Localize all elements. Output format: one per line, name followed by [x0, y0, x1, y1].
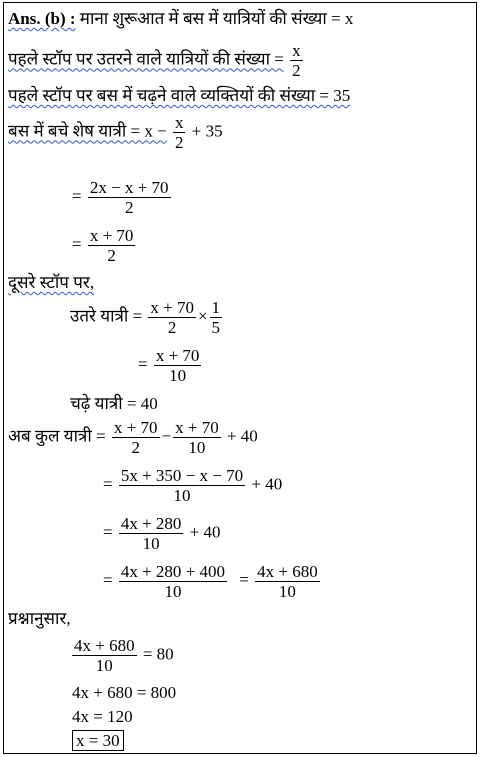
fraction: $\frac{4x + 280}{10}$ [120, 514, 182, 553]
fraction: $\frac{x + 70}{10}$ [175, 418, 219, 457]
fraction: $\frac{x + 70}{2}$ [150, 298, 194, 337]
as-per-question-heading: प्रश्नानुसार, [8, 609, 71, 628]
step-line: = $\frac{5x + 350 - x - 70}{10}$ + 40 [103, 466, 283, 505]
second-stop-board-line: चढ़े यात्री = 40 [70, 394, 158, 413]
fraction: $\frac{5x + 350 - x - 70}{10}$ [120, 466, 244, 505]
second-stop-heading: दूसरे स्टॉप पर, [8, 273, 95, 292]
final-answer-line [72, 731, 124, 751]
fraction: $\frac{4x + 680}{10}$ [74, 636, 135, 675]
step-line: = $\frac{4x + 280 + 400}{10}$ = $\frac{4x + 680}{10}$ [103, 562, 318, 601]
answer-line [8, 9, 353, 29]
second-stop-drop-line: उतरे यात्री = $\frac{x + 70}{2}$ × $\frac{1}{5}$ [70, 298, 221, 337]
equation-line: $\frac{4x + 680}{10}$ = 80 [74, 636, 174, 675]
equation-line: 4x = 120 [72, 707, 133, 726]
answer-label: Ans. (b) : [8, 9, 76, 28]
fraction: $\frac{1}{5}$ [211, 298, 221, 337]
fraction: $\frac{4x + 680}{10}$ [257, 562, 318, 601]
fraction: $\frac{2x - x + 70}{2}$ [89, 178, 169, 217]
fraction: $\frac{x + 70}{2}$ [89, 226, 134, 265]
first-stop-board-text: पहले स्टॉप पर बस में चढ़ने वाले व्यक्तियों की संख्या = 35 [8, 86, 351, 105]
step-line: = $\frac{x + 70}{10}$ [138, 346, 200, 385]
first-stop-board-line [8, 86, 350, 106]
total-line: अब कुल यात्री = $\frac{x + 70}{2}$ − $\frac{x + 70}{10}$ + 40 [8, 418, 258, 457]
fraction: $\frac{x + 70}{2}$ [113, 418, 158, 457]
step-line: = $\frac{4x + 280}{10}$ + 40 [103, 514, 221, 553]
fraction: $\frac{x}{2}$ [174, 113, 184, 152]
fraction: $\frac{4x + 280 + 400}{10}$ [120, 562, 226, 601]
fraction: $\frac{x}{2}$ [292, 41, 301, 80]
fraction: $\frac{x + 70}{10}$ [155, 346, 200, 385]
equation-line: 4x + 680 = 800 [72, 683, 177, 702]
first-stop-drop-line [8, 41, 305, 80]
step-line: = $\frac{2x - x + 70}{2}$ [72, 178, 169, 217]
final-answer-box: x = 30 [72, 730, 124, 751]
assumption-text: माना शुरूआत में बस में यात्रियों की संख्या = x [79, 9, 354, 28]
step-line: = $\frac{x + 70}{2}$ [72, 226, 134, 265]
remaining-text: बस में बचे शेष यात्री = x − [8, 121, 167, 141]
remaining-line: बस में बचे शेष यात्री = x − $\frac{x}{2}$ + 35 [8, 113, 223, 152]
first-stop-drop-text: पहले स्टॉप पर उतरने वाले यात्रियों की संख्या = [8, 49, 284, 69]
